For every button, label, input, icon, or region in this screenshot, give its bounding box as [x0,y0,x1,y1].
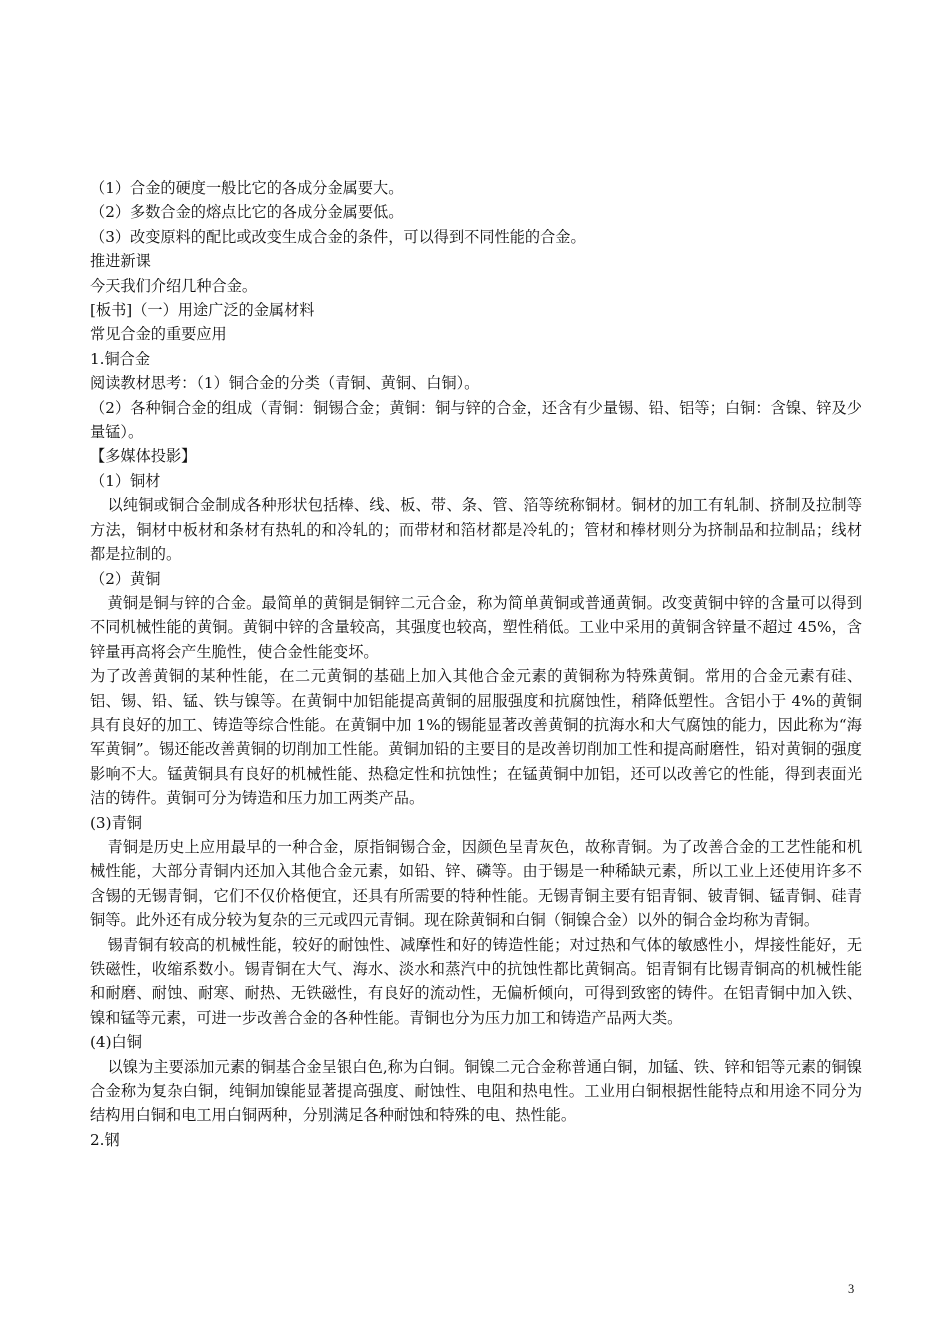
ratio-point: （3）改变原料的配比或改变生成合金的条件，可以得到不同性能的合金。 [90,227,586,246]
new-lesson-heading: 推进新课 [90,252,151,271]
brass-paragraph-1: 黄铜是铜与锌的合金。最简单的黄铜是铜锌二元合金，称为简单黄铜或普通黄铜。改变黄铜中锌的含量可以得到不同机械性能的黄铜。黄铜中锌的含量较高，其强度也较高，塑性稍低。工业中采用的黄铜含锌量不超过 45%，含锌量再高将会产生脆性，使合金性能变坏。 [90,593,862,661]
bronze-heading: (3)青铜 [90,813,142,832]
brass-heading: （2）黄铜 [90,569,161,588]
multimedia-heading: 【多媒体投影】 [90,447,197,466]
hardness-point: （1）合金的硬度一般比它的各成分金属要大。 [90,179,404,197]
cupronickel-heading: (4)白铜 [90,1033,142,1052]
cupronickel-paragraph: 以镍为主要添加元素的铜基合金呈银白色,称为白铜。铜镍二元合金称普通白铜，加锰、铁、锌和铝等元素的铜镍合金称为复杂白铜，纯铜加镍能显著提高强度、耐蚀性、电阻和热电性。工业用白铜根据性能特点和用途不同分为结构用白铜和电工用白铜两种，分别满足各种耐蚀和特殊的电、热性能。 [90,1057,862,1125]
bronze-paragraph-2: 锡青铜有较高的机械性能，较好的耐蚀性、减摩性和好的铸造性能；对过热和气体的敏感性小，焊接性能好，无铁磁性，收缩系数小。锡青铜在大气、海水、淡水和蒸汽中的抗蚀性都比黄铜高。铝青铜有比锡青铜高的机械性能和耐磨、耐蚀、耐寒、耐热、无铁磁性，有良好的流动性，无偏析倾向，可得到致密的铸件。在铝青铜中加入铁、镍和锰等元素，可进一步改善合金的各种性能。青铜也分为压力加工和铸造产品两大类。 [90,935,862,1027]
blackboard-line: [板书]（一）用途广泛的金属材料 [90,301,315,320]
page-number: 3 [848,1282,855,1296]
reading-question-2: （2）各种铜合金的组成（青铜：铜锡合金；黄铜：铜与锌的合金，还含有少量锡、铅、铝等；白铜：含镍、锌及少量锰）。 [90,398,862,442]
reading-question-1: 阅读教材思考：（1）铜合金的分类（青铜、黄铜、白铜）。 [90,374,480,393]
intro-line: 今天我们介绍几种合金。 [90,276,258,295]
copper-material-heading: （1）铜材 [90,471,161,490]
document-body [90,176,862,1152]
melting-point-point: （2）多数合金的熔点比它的各成分金属要低。 [90,203,404,222]
bronze-paragraph-1: 青铜是历史上应用最早的一种合金，原指铜锡合金，因颜色呈青灰色，故称青铜。为了改善合金的工艺性能和机械性能，大部分青铜内还加入其他合金元素，如铅、锌、磷等。由于锡是一种稀缺元素，所以工业上还使用许多不含锡的无锡青铜，它们不仅价格便宜，还具有所需要的特种性能。无锡青铜主要有铝青铜、铍青铜、锰青铜、硅青铜等。此外还有成分较为复杂的三元或四元青铜。现在除黄铜和白铜（铜镍合金）以外的铜合金均称为青铜。 [90,837,862,930]
common-alloy-heading: 常见合金的重要应用 [90,325,227,344]
steel-heading: 2.钢 [90,1130,120,1149]
brass-paragraph-2: 为了改善黄铜的某种性能，在二元黄铜的基础上加入其他合金元素的黄铜称为特殊黄铜。常用的合金元素有硅、铝、锡、铅、锰、铁与镍等。在黄铜中加铝能提高黄铜的屈服强度和抗腐蚀性，稍降低塑性。含铝小于 4%的黄铜具有良好的加工、铸造等综合性能。在黄铜中加 1%的锡能显著改善黄铜的抗海水和大气腐蚀的能力，因此称为“海军黄铜”。锡还能改善黄铜的切削加工性能。黄铜加铅的主要目的是改善切削加工性和提高耐磨性，铅对黄铜的强度影响不大。锰黄铜具有良好的机械性能、热稳定性和抗蚀性；在锰黄铜中加铝，还可以改善它的性能，得到表面光洁的铸件。黄铜可分为铸造和压力加工两类产品。 [90,667,862,808]
copper-material-paragraph: 以纯铜或铜合金制成各种形状包括棒、线、板、带、条、管、箔等统称铜材。铜材的加工有轧制、挤制及拉制等方法，铜材中板材和条材有热轧的和冷轧的；而带材和箔材都是冷轧的；管材和棒材则分为挤制品和拉制品；线材都是拉制的。 [90,496,862,564]
copper-alloy-heading: 1.铜合金 [90,349,151,368]
